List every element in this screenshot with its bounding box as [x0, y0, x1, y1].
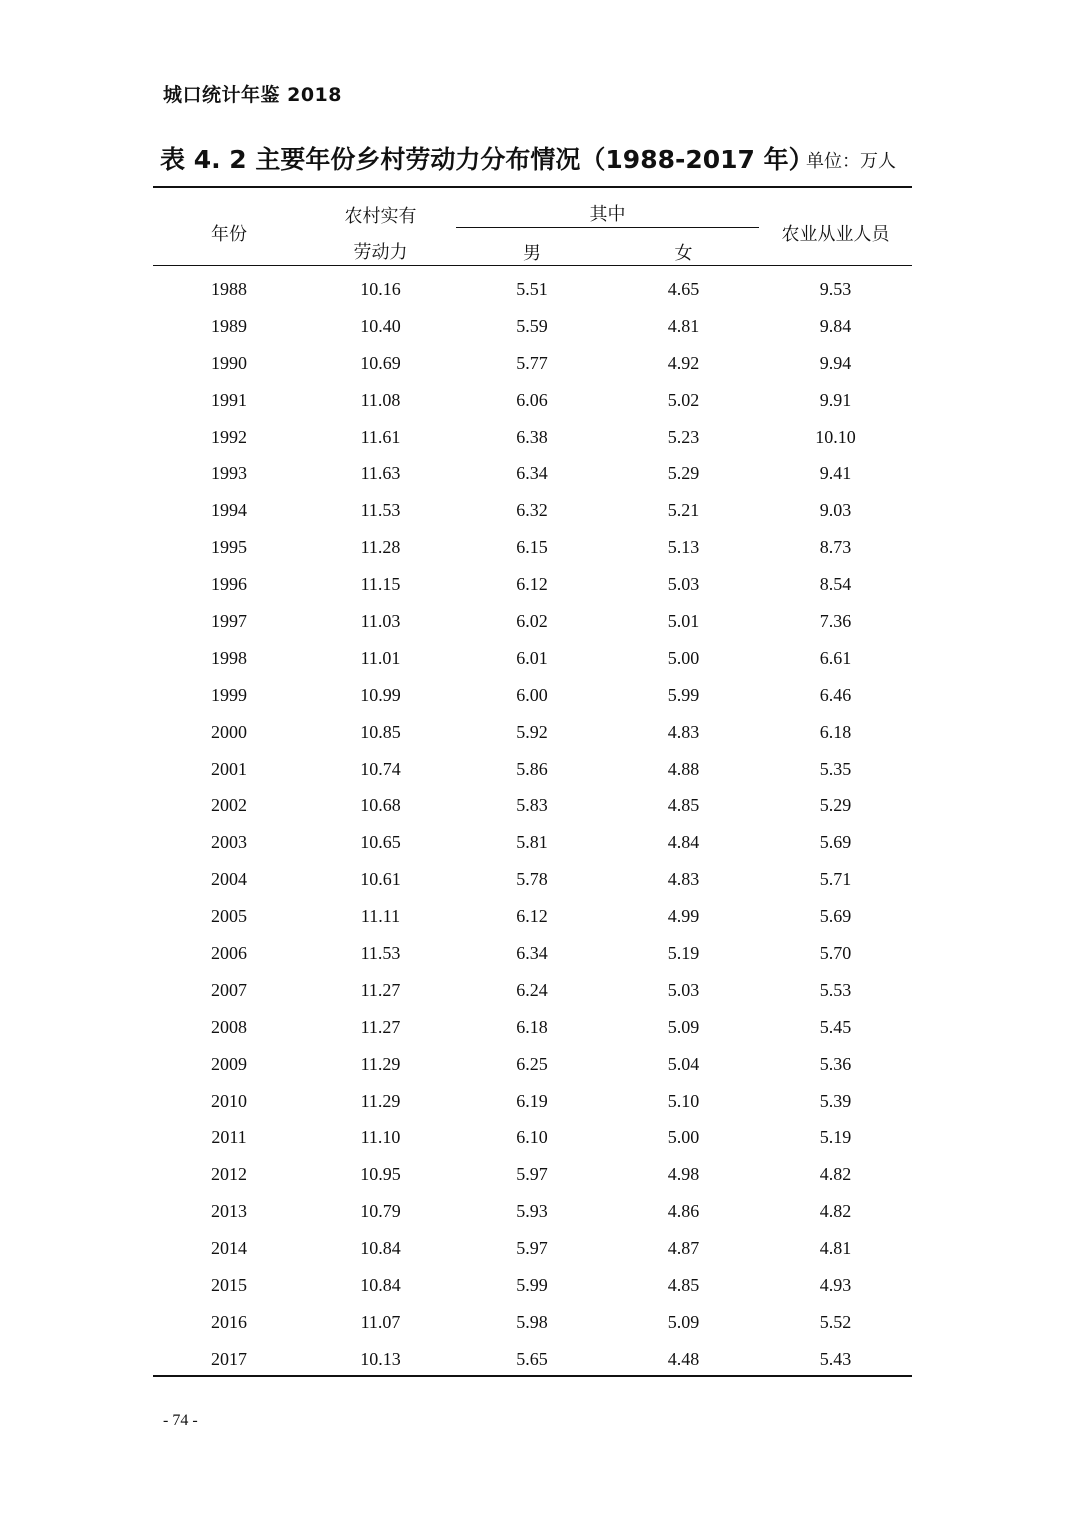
year-cell: 2007: [211, 979, 247, 1000]
male-cell: 6.24: [516, 979, 548, 1000]
table-header-rule: [153, 265, 912, 266]
agri-cell: 9.03: [819, 500, 852, 521]
male-cell: 5.81: [516, 832, 548, 853]
labor-cell: 11.15: [360, 574, 401, 595]
labor-cell: 10.65: [360, 832, 401, 853]
male-cell: 6.32: [516, 500, 548, 521]
labor-cell: 10.68: [360, 795, 401, 816]
table-row: [153, 603, 912, 640]
male-cell: 5.97: [516, 1164, 548, 1185]
table-row: [153, 677, 912, 714]
labor-cell: 11.29: [360, 1053, 401, 1074]
male-cell: 5.97: [516, 1238, 548, 1259]
year-cell: 2016: [211, 1311, 247, 1332]
running-head: 城口统计年鉴 2018: [163, 84, 342, 106]
agri-cell: 5.52: [819, 1311, 852, 1332]
table-row: [153, 787, 912, 824]
male-cell: 5.93: [516, 1201, 548, 1222]
header-female: 女: [674, 243, 693, 264]
male-cell: 6.38: [516, 426, 548, 447]
table-row: [153, 898, 912, 935]
table-row: [153, 1119, 912, 1156]
female-cell: 5.13: [667, 537, 700, 558]
labor-cell: 10.74: [360, 758, 401, 779]
labor-cell: 11.07: [360, 1311, 401, 1332]
labor-cell: 10.84: [360, 1238, 401, 1259]
year-cell: 1993: [211, 463, 247, 484]
female-cell: 4.85: [667, 795, 700, 816]
labor-cell: 10.85: [360, 721, 401, 742]
table-row: [153, 566, 912, 603]
year-cell: 2014: [211, 1238, 247, 1259]
table-row: [153, 861, 912, 898]
year-cell: 2013: [211, 1201, 247, 1222]
year-cell: 2004: [211, 869, 247, 890]
table-row: [153, 824, 912, 861]
table-row: [153, 1341, 912, 1378]
male-cell: 6.12: [516, 574, 548, 595]
year-cell: 2006: [211, 942, 247, 963]
female-cell: 4.92: [667, 352, 700, 373]
year-cell: 2005: [211, 906, 247, 927]
male-cell: 6.15: [516, 537, 548, 558]
agri-cell: 6.46: [819, 684, 852, 705]
agri-cell: 8.54: [819, 574, 852, 595]
table-row: [153, 751, 912, 788]
year-cell: 1995: [211, 537, 247, 558]
header-group-rule: [456, 227, 759, 228]
data-table: [153, 271, 912, 1378]
table-title: 表 4. 2 主要年份乡村劳动力分布情况（1988-2017 年）: [160, 145, 814, 174]
labor-cell: 11.03: [360, 610, 401, 631]
agri-cell: 5.69: [819, 906, 852, 927]
labor-cell: 11.63: [360, 463, 401, 484]
header-of-which: 其中: [589, 204, 626, 225]
labor-cell: 11.29: [360, 1090, 401, 1111]
labor-cell: 11.53: [360, 500, 401, 521]
header-year: 年份: [211, 224, 247, 245]
table-top-rule: [153, 186, 912, 188]
male-cell: 6.10: [516, 1127, 548, 1148]
agri-cell: 9.53: [819, 278, 852, 299]
female-cell: 5.04: [667, 1053, 700, 1074]
male-cell: 6.34: [516, 942, 548, 963]
labor-cell: 11.61: [360, 426, 401, 447]
agri-cell: 9.84: [819, 315, 852, 336]
table-row: [153, 714, 912, 751]
table-row: [153, 382, 912, 419]
female-cell: 5.00: [667, 1127, 700, 1148]
female-cell: 4.86: [667, 1201, 700, 1222]
agri-cell: 5.36: [819, 1053, 852, 1074]
female-cell: 5.99: [667, 684, 700, 705]
agri-cell: 5.39: [819, 1090, 852, 1111]
year-cell: 1991: [211, 389, 247, 410]
agri-cell: 5.29: [819, 795, 852, 816]
table-row: [153, 345, 912, 382]
male-cell: 6.25: [516, 1053, 548, 1074]
male-cell: 6.00: [516, 684, 548, 705]
table-row: [153, 1009, 912, 1046]
male-cell: 6.01: [516, 647, 548, 668]
male-cell: 6.12: [516, 906, 548, 927]
year-cell: 1997: [211, 610, 247, 631]
labor-cell: 11.28: [360, 537, 401, 558]
year-cell: 2002: [211, 795, 247, 816]
year-cell: 2012: [211, 1164, 247, 1185]
agri-cell: 6.61: [819, 647, 852, 668]
female-cell: 5.02: [667, 389, 700, 410]
male-cell: 6.02: [516, 610, 548, 631]
male-cell: 6.18: [516, 1016, 548, 1037]
female-cell: 4.98: [667, 1164, 700, 1185]
agri-cell: 4.93: [819, 1274, 852, 1295]
agri-cell: 10.10: [815, 426, 856, 447]
labor-cell: 10.79: [360, 1201, 401, 1222]
year-cell: 1996: [211, 574, 247, 595]
agri-cell: 5.19: [819, 1127, 852, 1148]
labor-cell: 10.13: [360, 1348, 401, 1369]
male-cell: 5.83: [516, 795, 548, 816]
year-cell: 1999: [211, 684, 247, 705]
agri-cell: 5.45: [819, 1016, 852, 1037]
female-cell: 4.85: [667, 1274, 700, 1295]
labor-cell: 10.61: [360, 869, 401, 890]
year-cell: 1992: [211, 426, 247, 447]
table-row: [153, 529, 912, 566]
table-row: [153, 1083, 912, 1120]
female-cell: 5.03: [667, 574, 700, 595]
male-cell: 5.86: [516, 758, 548, 779]
agri-cell: 9.94: [819, 352, 852, 373]
table-body: [153, 271, 912, 1378]
female-cell: 4.81: [667, 315, 700, 336]
table-row: [153, 972, 912, 1009]
labor-cell: 11.01: [360, 647, 401, 668]
female-cell: 4.88: [667, 758, 700, 779]
female-cell: 4.84: [667, 832, 700, 853]
agri-cell: 5.35: [819, 758, 852, 779]
table-row: [153, 1046, 912, 1083]
labor-cell: 10.69: [360, 352, 401, 373]
header-labor-line2: 劳动力: [353, 242, 408, 263]
year-cell: 2001: [211, 758, 247, 779]
male-cell: 5.98: [516, 1311, 548, 1332]
female-cell: 5.03: [667, 979, 700, 1000]
female-cell: 5.09: [667, 1016, 700, 1037]
male-cell: 5.92: [516, 721, 548, 742]
female-cell: 4.83: [667, 721, 700, 742]
year-cell: 2008: [211, 1016, 247, 1037]
labor-cell: 10.16: [360, 278, 401, 299]
agri-cell: 5.71: [819, 869, 852, 890]
agri-cell: 5.43: [819, 1348, 852, 1369]
female-cell: 5.29: [667, 463, 700, 484]
female-cell: 5.21: [667, 500, 700, 521]
female-cell: 4.99: [667, 906, 700, 927]
table-row: [153, 492, 912, 529]
agri-cell: 9.91: [819, 389, 852, 410]
table-row: [153, 455, 912, 492]
table-row: [153, 1156, 912, 1193]
agri-cell: 5.53: [819, 979, 852, 1000]
unit-label: 单位：万人: [806, 151, 896, 172]
table-row: [153, 935, 912, 972]
agri-cell: 7.36: [819, 610, 852, 631]
agri-cell: 4.81: [819, 1238, 852, 1259]
male-cell: 5.78: [516, 869, 548, 890]
table-row: [153, 640, 912, 677]
labor-cell: 11.10: [360, 1127, 401, 1148]
table-row: [153, 1267, 912, 1304]
male-cell: 5.65: [516, 1348, 548, 1369]
year-cell: 2000: [211, 721, 247, 742]
year-cell: 1990: [211, 352, 247, 373]
header-labor-line1: 农村实有: [344, 206, 417, 227]
table-bottom-rule: [153, 1375, 912, 1377]
year-cell: 2011: [211, 1127, 247, 1148]
labor-cell: 10.95: [360, 1164, 401, 1185]
female-cell: 5.10: [667, 1090, 700, 1111]
agri-cell: 4.82: [819, 1201, 852, 1222]
table-row: [153, 419, 912, 456]
header-male: 男: [523, 243, 541, 264]
female-cell: 4.48: [667, 1348, 700, 1369]
male-cell: 5.77: [516, 352, 548, 373]
female-cell: 5.01: [667, 610, 700, 631]
table-row: [153, 271, 912, 308]
agri-cell: 8.73: [819, 537, 852, 558]
labor-cell: 11.08: [360, 389, 401, 410]
female-cell: 4.83: [667, 869, 700, 890]
labor-cell: 10.99: [360, 684, 401, 705]
labor-cell: 11.27: [360, 1016, 401, 1037]
agri-cell: 5.69: [819, 832, 852, 853]
male-cell: 5.59: [516, 315, 548, 336]
year-cell: 1988: [211, 278, 247, 299]
agri-cell: 5.70: [819, 942, 852, 963]
year-cell: 2010: [211, 1090, 247, 1111]
year-cell: 1994: [211, 500, 247, 521]
year-cell: 1998: [211, 647, 247, 668]
agri-cell: 6.18: [819, 721, 852, 742]
female-cell: 5.19: [667, 942, 700, 963]
female-cell: 5.09: [667, 1311, 700, 1332]
year-cell: 2015: [211, 1274, 247, 1295]
agri-cell: 9.41: [819, 463, 852, 484]
female-cell: 4.65: [667, 278, 700, 299]
labor-cell: 11.53: [360, 942, 401, 963]
year-cell: 2003: [211, 832, 247, 853]
year-cell: 2017: [211, 1348, 247, 1369]
header-agri: 农业从业人员: [781, 224, 890, 245]
table-row: [153, 308, 912, 345]
agri-cell: 4.82: [819, 1164, 852, 1185]
year-cell: 1989: [211, 315, 247, 336]
male-cell: 5.51: [516, 278, 548, 299]
labor-cell: 11.27: [360, 979, 401, 1000]
table-row: [153, 1193, 912, 1230]
female-cell: 5.00: [667, 647, 700, 668]
male-cell: 6.34: [516, 463, 548, 484]
table-row: [153, 1304, 912, 1341]
labor-cell: 11.11: [360, 906, 401, 927]
page-number: - 74 -: [163, 1412, 198, 1429]
female-cell: 4.87: [667, 1238, 700, 1259]
male-cell: 5.99: [516, 1274, 548, 1295]
male-cell: 6.19: [516, 1090, 548, 1111]
female-cell: 5.23: [667, 426, 700, 447]
male-cell: 6.06: [516, 389, 548, 410]
table-row: [153, 1230, 912, 1267]
year-cell: 2009: [211, 1053, 247, 1074]
labor-cell: 10.40: [360, 315, 401, 336]
labor-cell: 10.84: [360, 1274, 401, 1295]
